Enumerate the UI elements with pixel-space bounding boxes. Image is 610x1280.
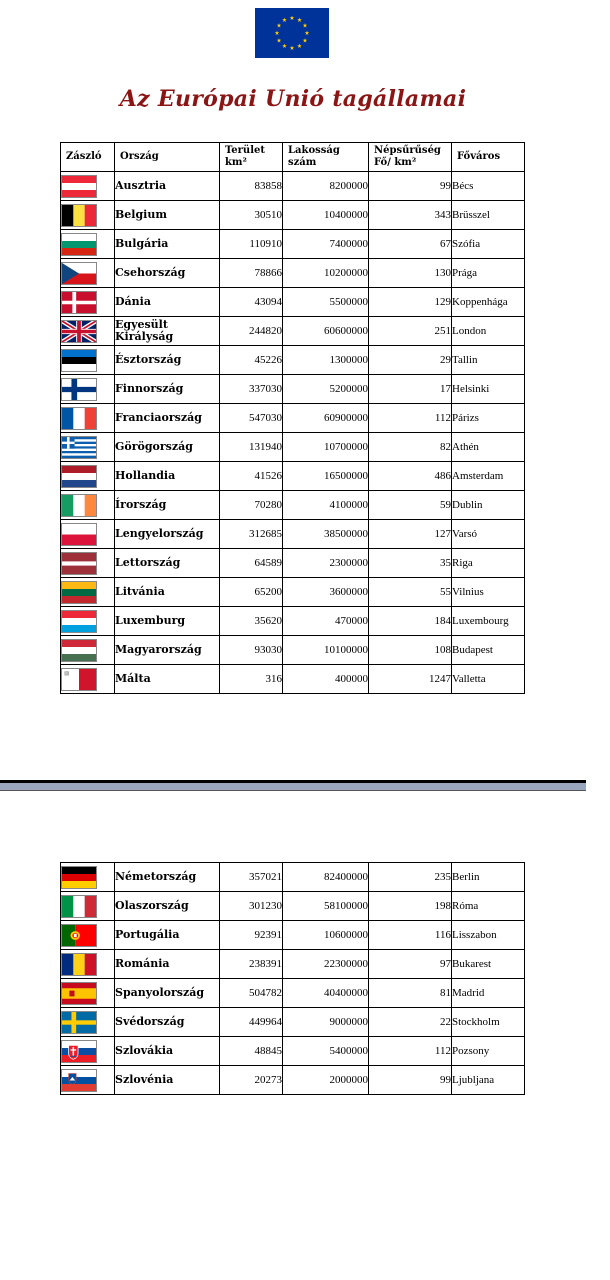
table-row (61, 1008, 525, 1037)
density-value: 112 (369, 404, 452, 433)
population-value: 470000 (283, 607, 369, 636)
population-value: 60600000 (283, 317, 369, 346)
flag-cell (61, 230, 115, 259)
flag-cell (61, 549, 115, 578)
eu-flag-logo (255, 8, 329, 58)
density-value: 486 (369, 462, 452, 491)
table-row (61, 259, 525, 288)
austria-flag-icon (61, 175, 97, 198)
malta-flag-icon (61, 668, 97, 691)
population-value: 10200000 (283, 259, 369, 288)
denmark-flag-icon (61, 291, 97, 314)
area-value: 41526 (220, 462, 283, 491)
country-name: Luxemburg (115, 607, 220, 636)
density-value: 116 (369, 921, 452, 950)
density-value: 29 (369, 346, 452, 375)
table-row (61, 201, 525, 230)
country-name: Lengyelország (115, 520, 220, 549)
country-name: Magyarország (115, 636, 220, 665)
table-row (61, 230, 525, 259)
table-header-row (61, 143, 525, 172)
density-value: 55 (369, 578, 452, 607)
area-value: 45226 (220, 346, 283, 375)
area-value: 110910 (220, 230, 283, 259)
capital-name: Berlin (452, 863, 525, 892)
density-value: 343 (369, 201, 452, 230)
density-value: 198 (369, 892, 452, 921)
area-value: 64589 (220, 549, 283, 578)
country-name: Litvánia (115, 578, 220, 607)
capital-name: Ljubljana (452, 1066, 525, 1095)
table-row (61, 863, 525, 892)
flag-cell (61, 201, 115, 230)
country-name: Csehország (115, 259, 220, 288)
germany-flag-icon (61, 866, 97, 889)
area-value: 43094 (220, 288, 283, 317)
ireland-flag-icon (61, 494, 97, 517)
table-row (61, 578, 525, 607)
bulgaria-flag-icon (61, 233, 97, 256)
area-value: 70280 (220, 491, 283, 520)
italy-flag-icon (61, 895, 97, 918)
flag-cell (61, 636, 115, 665)
header-density: Népsűrűség Fő/ km² (369, 143, 452, 172)
area-value: 131940 (220, 433, 283, 462)
luxembourg-flag-icon (61, 610, 97, 633)
area-value: 357021 (220, 863, 283, 892)
flag-cell (61, 979, 115, 1008)
area-value: 30510 (220, 201, 283, 230)
table-row (61, 921, 525, 950)
capital-name: Valletta (452, 665, 525, 694)
flag-cell (61, 346, 115, 375)
flag-cell (61, 1066, 115, 1095)
area-value: 449964 (220, 1008, 283, 1037)
population-value: 2300000 (283, 549, 369, 578)
density-value: 251 (369, 317, 452, 346)
belgium-flag-icon (61, 204, 97, 227)
capital-name: Athén (452, 433, 525, 462)
flag-cell (61, 921, 115, 950)
table-row (61, 892, 525, 921)
density-value: 59 (369, 491, 452, 520)
population-value: 8200000 (283, 172, 369, 201)
population-value: 38500000 (283, 520, 369, 549)
table-row (61, 1037, 525, 1066)
capital-name: Tallin (452, 346, 525, 375)
capital-name: Pozsony (452, 1037, 525, 1066)
area-value: 504782 (220, 979, 283, 1008)
country-name: Bulgária (115, 230, 220, 259)
table-row (61, 950, 525, 979)
member-states-table (60, 142, 525, 694)
header-population: Lakosság szám (283, 143, 369, 172)
capital-name: Madrid (452, 979, 525, 1008)
netherlands-flag-icon (61, 465, 97, 488)
slovakia-flag-icon (61, 1040, 97, 1063)
header-area: Terület km² (220, 143, 283, 172)
density-value: 112 (369, 1037, 452, 1066)
capital-name: Bukarest (452, 950, 525, 979)
density-value: 129 (369, 288, 452, 317)
table-row (61, 433, 525, 462)
country-name: Észtország (115, 346, 220, 375)
capital-name: Riga (452, 549, 525, 578)
country-name: Portugália (115, 921, 220, 950)
capital-name: Koppenhága (452, 288, 525, 317)
density-value: 1247 (369, 665, 452, 694)
density-value: 22 (369, 1008, 452, 1037)
flag-cell (61, 375, 115, 404)
flag-cell (61, 607, 115, 636)
portugal-flag-icon (61, 924, 97, 947)
capital-name: Bécs (452, 172, 525, 201)
population-value: 16500000 (283, 462, 369, 491)
capital-name: Párizs (452, 404, 525, 433)
country-name: Belgium (115, 201, 220, 230)
density-value: 82 (369, 433, 452, 462)
flag-cell (61, 462, 115, 491)
capital-name: Dublin (452, 491, 525, 520)
header-country: Ország (115, 143, 220, 172)
lithuania-flag-icon (61, 581, 97, 604)
flag-cell (61, 863, 115, 892)
density-value: 99 (369, 1066, 452, 1095)
page-break-separator (0, 780, 586, 792)
population-value: 5500000 (283, 288, 369, 317)
area-value: 78866 (220, 259, 283, 288)
poland-flag-icon (61, 523, 97, 546)
density-value: 108 (369, 636, 452, 665)
density-value: 127 (369, 520, 452, 549)
area-value: 92391 (220, 921, 283, 950)
country-name: Egyesült Királyság (115, 317, 220, 346)
population-value: 3600000 (283, 578, 369, 607)
area-value: 316 (220, 665, 283, 694)
country-name: Svédország (115, 1008, 220, 1037)
slovenia-flag-icon (61, 1069, 97, 1092)
page-title: Az Európai Unió tagállamai (119, 86, 467, 112)
uk-flag-icon (61, 320, 97, 343)
table-row (61, 636, 525, 665)
flag-cell (61, 578, 115, 607)
area-value: 35620 (220, 607, 283, 636)
capital-name: Budapest (452, 636, 525, 665)
population-value: 1300000 (283, 346, 369, 375)
header-flag: Zászló (61, 143, 115, 172)
estonia-flag-icon (61, 349, 97, 372)
capital-name: Helsinki (452, 375, 525, 404)
flag-cell (61, 172, 115, 201)
table-row (61, 288, 525, 317)
table-row (61, 1066, 525, 1095)
table-row (61, 491, 525, 520)
area-value: 83858 (220, 172, 283, 201)
table-row (61, 520, 525, 549)
population-value: 10600000 (283, 921, 369, 950)
population-value: 7400000 (283, 230, 369, 259)
capital-name: Stockholm (452, 1008, 525, 1037)
country-name: Románia (115, 950, 220, 979)
flag-cell (61, 950, 115, 979)
table-row (61, 172, 525, 201)
flag-cell (61, 520, 115, 549)
capital-name: Szófia (452, 230, 525, 259)
population-value: 40400000 (283, 979, 369, 1008)
flag-cell (61, 317, 115, 346)
country-name: Ausztria (115, 172, 220, 201)
flag-cell (61, 433, 115, 462)
population-value: 82400000 (283, 863, 369, 892)
capital-name: Prága (452, 259, 525, 288)
population-value: 10700000 (283, 433, 369, 462)
country-name: Finnország (115, 375, 220, 404)
flag-cell (61, 1037, 115, 1066)
table-row (61, 462, 525, 491)
capital-name: Lisszabon (452, 921, 525, 950)
area-value: 337030 (220, 375, 283, 404)
flag-cell (61, 288, 115, 317)
density-value: 81 (369, 979, 452, 1008)
country-name: Dánia (115, 288, 220, 317)
finland-flag-icon (61, 378, 97, 401)
table-row (61, 346, 525, 375)
area-value: 93030 (220, 636, 283, 665)
capital-name: London (452, 317, 525, 346)
country-name: Németország (115, 863, 220, 892)
capital-name: Róma (452, 892, 525, 921)
capital-name: Vilnius (452, 578, 525, 607)
density-value: 99 (369, 172, 452, 201)
area-value: 312685 (220, 520, 283, 549)
country-name: Görögország (115, 433, 220, 462)
flag-cell (61, 1008, 115, 1037)
capital-name: Luxembourg (452, 607, 525, 636)
romania-flag-icon (61, 953, 97, 976)
area-value: 301230 (220, 892, 283, 921)
latvia-flag-icon (61, 552, 97, 575)
flag-cell (61, 404, 115, 433)
country-name: Spanyolország (115, 979, 220, 1008)
capital-name: Brüsszel (452, 201, 525, 230)
population-value: 4100000 (283, 491, 369, 520)
population-value: 400000 (283, 665, 369, 694)
density-value: 17 (369, 375, 452, 404)
flag-cell (61, 892, 115, 921)
capital-name: Amsterdam (452, 462, 525, 491)
density-value: 130 (369, 259, 452, 288)
density-value: 235 (369, 863, 452, 892)
france-flag-icon (61, 407, 97, 430)
country-name: Hollandia (115, 462, 220, 491)
population-value: 9000000 (283, 1008, 369, 1037)
population-value: 58100000 (283, 892, 369, 921)
country-name: Lettország (115, 549, 220, 578)
flag-cell (61, 665, 115, 694)
population-value: 5400000 (283, 1037, 369, 1066)
country-name: Írország (115, 491, 220, 520)
czech-flag-icon (61, 262, 97, 285)
population-value: 2000000 (283, 1066, 369, 1095)
population-value: 22300000 (283, 950, 369, 979)
member-states-table-continued (60, 862, 525, 1095)
country-name: Franciaország (115, 404, 220, 433)
population-value: 10400000 (283, 201, 369, 230)
country-name: Szlovákia (115, 1037, 220, 1066)
flag-cell (61, 259, 115, 288)
sweden-flag-icon (61, 1011, 97, 1034)
greece-flag-icon (61, 436, 97, 459)
area-value: 238391 (220, 950, 283, 979)
capital-name: Varsó (452, 520, 525, 549)
table-row (61, 317, 525, 346)
density-value: 184 (369, 607, 452, 636)
table-row (61, 665, 525, 694)
density-value: 97 (369, 950, 452, 979)
table-row (61, 549, 525, 578)
flag-cell (61, 491, 115, 520)
area-value: 244820 (220, 317, 283, 346)
area-value: 48845 (220, 1037, 283, 1066)
area-value: 65200 (220, 578, 283, 607)
country-name: Málta (115, 665, 220, 694)
table-row (61, 375, 525, 404)
density-value: 67 (369, 230, 452, 259)
hungary-flag-icon (61, 639, 97, 662)
country-name: Szlovénia (115, 1066, 220, 1095)
population-value: 60900000 (283, 404, 369, 433)
population-value: 5200000 (283, 375, 369, 404)
density-value: 35 (369, 549, 452, 578)
table-row (61, 404, 525, 433)
area-value: 20273 (220, 1066, 283, 1095)
header-capital: Főváros (452, 143, 525, 172)
area-value: 547030 (220, 404, 283, 433)
table-row (61, 607, 525, 636)
table-row (61, 979, 525, 1008)
population-value: 10100000 (283, 636, 369, 665)
country-name: Olaszország (115, 892, 220, 921)
spain-flag-icon (61, 982, 97, 1005)
